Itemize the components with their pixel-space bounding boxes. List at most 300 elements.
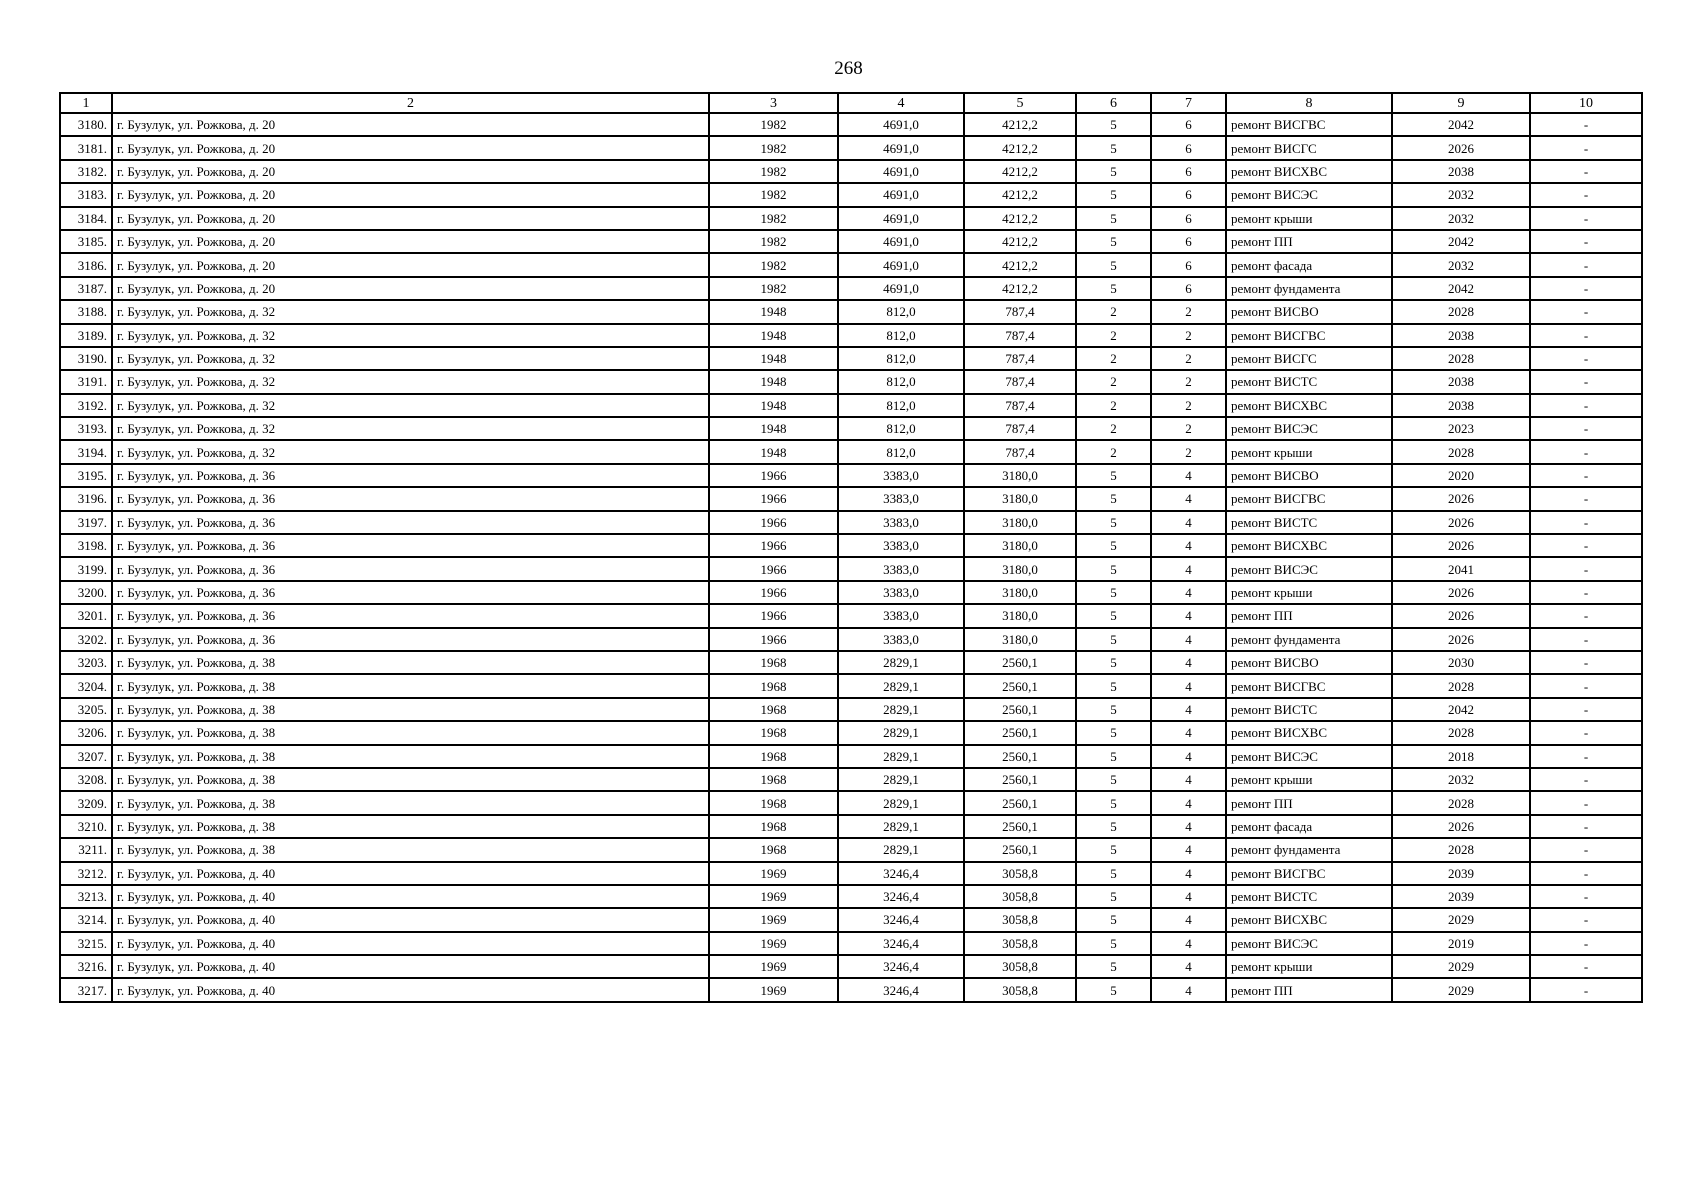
address-cell: г. Бузулук, ул. Рожкова, д. 36 — [112, 534, 709, 557]
planned-year-cell: 2030 — [1392, 651, 1530, 674]
floors-cell: 5 — [1076, 862, 1151, 885]
living-area-cell: 4212,2 — [964, 113, 1076, 136]
living-area-cell: 3180,0 — [964, 534, 1076, 557]
floors-cell: 5 — [1076, 698, 1151, 721]
table-row — [60, 768, 1642, 791]
build-year-cell: 1948 — [709, 417, 838, 440]
entrances-cell: 6 — [1151, 183, 1226, 206]
registry-table — [59, 92, 1643, 1003]
build-year-cell: 1966 — [709, 581, 838, 604]
row-number-cell: 3203. — [60, 651, 112, 674]
entrances-cell: 6 — [1151, 253, 1226, 276]
note-cell: - — [1530, 862, 1642, 885]
entrances-cell: 4 — [1151, 651, 1226, 674]
entrances-cell: 4 — [1151, 698, 1226, 721]
work-type-cell: ремонт ВИСГВС — [1226, 862, 1392, 885]
build-year-cell: 1968 — [709, 815, 838, 838]
floors-cell: 5 — [1076, 581, 1151, 604]
build-year-cell: 1982 — [709, 207, 838, 230]
living-area-cell: 3180,0 — [964, 581, 1076, 604]
address-cell: г. Бузулук, ул. Рожкова, д. 36 — [112, 511, 709, 534]
living-area-cell: 3058,8 — [964, 978, 1076, 1001]
living-area-cell: 4212,2 — [964, 277, 1076, 300]
build-year-cell: 1966 — [709, 464, 838, 487]
planned-year-cell: 2029 — [1392, 978, 1530, 1001]
table-row — [60, 604, 1642, 627]
floors-cell: 5 — [1076, 230, 1151, 253]
entrances-cell: 2 — [1151, 300, 1226, 323]
total-area-cell: 3246,4 — [838, 978, 964, 1001]
row-number-cell: 3214. — [60, 908, 112, 931]
address-cell: г. Бузулук, ул. Рожкова, д. 20 — [112, 136, 709, 159]
note-cell: - — [1530, 160, 1642, 183]
note-cell: - — [1530, 136, 1642, 159]
row-number-cell: 3198. — [60, 534, 112, 557]
note-cell: - — [1530, 300, 1642, 323]
planned-year-cell: 2032 — [1392, 183, 1530, 206]
build-year-cell: 1966 — [709, 511, 838, 534]
floors-cell: 5 — [1076, 815, 1151, 838]
row-number-cell: 3206. — [60, 721, 112, 744]
total-area-cell: 3383,0 — [838, 511, 964, 534]
floors-cell: 5 — [1076, 955, 1151, 978]
note-cell: - — [1530, 581, 1642, 604]
living-area-cell: 3058,8 — [964, 908, 1076, 931]
planned-year-cell: 2026 — [1392, 581, 1530, 604]
work-type-cell: ремонт ВИСГВС — [1226, 487, 1392, 510]
table-row — [60, 557, 1642, 580]
living-area-cell: 3180,0 — [964, 487, 1076, 510]
row-number-cell: 3191. — [60, 370, 112, 393]
build-year-cell: 1968 — [709, 698, 838, 721]
entrances-cell: 4 — [1151, 862, 1226, 885]
address-cell: г. Бузулук, ул. Рожкова, д. 38 — [112, 838, 709, 861]
table-row — [60, 932, 1642, 955]
entrances-cell: 6 — [1151, 207, 1226, 230]
planned-year-cell: 2032 — [1392, 253, 1530, 276]
note-cell: - — [1530, 464, 1642, 487]
entrances-cell: 4 — [1151, 932, 1226, 955]
row-number-cell: 3199. — [60, 557, 112, 580]
table-row — [60, 253, 1642, 276]
note-cell: - — [1530, 698, 1642, 721]
table-row — [60, 534, 1642, 557]
planned-year-cell: 2026 — [1392, 136, 1530, 159]
work-type-cell: ремонт ВИСГВС — [1226, 674, 1392, 697]
build-year-cell: 1969 — [709, 908, 838, 931]
address-cell: г. Бузулук, ул. Рожкова, д. 20 — [112, 277, 709, 300]
living-area-cell: 787,4 — [964, 347, 1076, 370]
floors-cell: 2 — [1076, 417, 1151, 440]
planned-year-cell: 2018 — [1392, 745, 1530, 768]
row-number-cell: 3193. — [60, 417, 112, 440]
work-type-cell: ремонт ПП — [1226, 978, 1392, 1001]
entrances-cell: 4 — [1151, 908, 1226, 931]
floors-cell: 5 — [1076, 721, 1151, 744]
entrances-cell: 4 — [1151, 768, 1226, 791]
row-number-cell: 3183. — [60, 183, 112, 206]
living-area-cell: 3180,0 — [964, 464, 1076, 487]
entrances-cell: 2 — [1151, 417, 1226, 440]
work-type-cell: ремонт ВИСТС — [1226, 698, 1392, 721]
row-number-cell: 3212. — [60, 862, 112, 885]
total-area-cell: 2829,1 — [838, 791, 964, 814]
entrances-cell: 6 — [1151, 113, 1226, 136]
note-cell: - — [1530, 978, 1642, 1001]
row-number-cell: 3189. — [60, 324, 112, 347]
note-cell: - — [1530, 955, 1642, 978]
entrances-cell: 6 — [1151, 277, 1226, 300]
living-area-cell: 3058,8 — [964, 885, 1076, 908]
work-type-cell: ремонт фасада — [1226, 815, 1392, 838]
row-number-cell: 3208. — [60, 768, 112, 791]
work-type-cell: ремонт крыши — [1226, 440, 1392, 463]
total-area-cell: 4691,0 — [838, 160, 964, 183]
build-year-cell: 1982 — [709, 136, 838, 159]
row-number-cell: 3185. — [60, 230, 112, 253]
entrances-cell: 4 — [1151, 791, 1226, 814]
work-type-cell: ремонт ВИСЭС — [1226, 557, 1392, 580]
row-number-cell: 3180. — [60, 113, 112, 136]
total-area-cell: 3246,4 — [838, 885, 964, 908]
work-type-cell: ремонт ВИСЭС — [1226, 417, 1392, 440]
planned-year-cell: 2041 — [1392, 557, 1530, 580]
address-cell: г. Бузулук, ул. Рожкова, д. 32 — [112, 300, 709, 323]
note-cell: - — [1530, 370, 1642, 393]
address-cell: г. Бузулук, ул. Рожкова, д. 36 — [112, 487, 709, 510]
total-area-cell: 2829,1 — [838, 745, 964, 768]
build-year-cell: 1966 — [709, 534, 838, 557]
work-type-cell: ремонт ПП — [1226, 230, 1392, 253]
note-cell: - — [1530, 604, 1642, 627]
living-area-cell: 3058,8 — [964, 955, 1076, 978]
table-row — [60, 207, 1642, 230]
table-row — [60, 651, 1642, 674]
note-cell: - — [1530, 207, 1642, 230]
floors-cell: 2 — [1076, 394, 1151, 417]
build-year-cell: 1982 — [709, 253, 838, 276]
floors-cell: 5 — [1076, 745, 1151, 768]
note-cell: - — [1530, 791, 1642, 814]
address-cell: г. Бузулук, ул. Рожкова, д. 38 — [112, 651, 709, 674]
total-area-cell: 4691,0 — [838, 136, 964, 159]
total-area-cell: 2829,1 — [838, 698, 964, 721]
address-cell: г. Бузулук, ул. Рожкова, д. 38 — [112, 791, 709, 814]
table-row — [60, 581, 1642, 604]
row-number-cell: 3207. — [60, 745, 112, 768]
build-year-cell: 1966 — [709, 604, 838, 627]
floors-cell: 5 — [1076, 885, 1151, 908]
entrances-cell: 4 — [1151, 885, 1226, 908]
column-header-5: 5 — [964, 93, 1076, 113]
work-type-cell: ремонт ВИСВО — [1226, 300, 1392, 323]
table-row — [60, 721, 1642, 744]
build-year-cell: 1969 — [709, 885, 838, 908]
column-header-4: 4 — [838, 93, 964, 113]
living-area-cell: 3180,0 — [964, 628, 1076, 651]
total-area-cell: 2829,1 — [838, 768, 964, 791]
table-row — [60, 978, 1642, 1001]
row-number-cell: 3190. — [60, 347, 112, 370]
planned-year-cell: 2028 — [1392, 674, 1530, 697]
address-cell: г. Бузулук, ул. Рожкова, д. 32 — [112, 347, 709, 370]
living-area-cell: 2560,1 — [964, 674, 1076, 697]
floors-cell: 5 — [1076, 207, 1151, 230]
living-area-cell: 4212,2 — [964, 253, 1076, 276]
build-year-cell: 1966 — [709, 557, 838, 580]
address-cell: г. Бузулук, ул. Рожкова, д. 32 — [112, 324, 709, 347]
work-type-cell: ремонт крыши — [1226, 955, 1392, 978]
living-area-cell: 4212,2 — [964, 136, 1076, 159]
table-body — [60, 113, 1642, 1002]
entrances-cell: 6 — [1151, 160, 1226, 183]
table-row — [60, 698, 1642, 721]
address-cell: г. Бузулук, ул. Рожкова, д. 36 — [112, 604, 709, 627]
build-year-cell: 1948 — [709, 370, 838, 393]
work-type-cell: ремонт ВИСЭС — [1226, 183, 1392, 206]
address-cell: г. Бузулук, ул. Рожкова, д. 40 — [112, 932, 709, 955]
row-number-cell: 3211. — [60, 838, 112, 861]
address-cell: г. Бузулук, ул. Рожкова, д. 32 — [112, 417, 709, 440]
planned-year-cell: 2026 — [1392, 487, 1530, 510]
entrances-cell: 4 — [1151, 674, 1226, 697]
row-number-cell: 3213. — [60, 885, 112, 908]
table-row — [60, 838, 1642, 861]
work-type-cell: ремонт фундамента — [1226, 277, 1392, 300]
entrances-cell: 4 — [1151, 487, 1226, 510]
build-year-cell: 1948 — [709, 440, 838, 463]
entrances-cell: 2 — [1151, 394, 1226, 417]
total-area-cell: 812,0 — [838, 324, 964, 347]
work-type-cell: ремонт ВИСГВС — [1226, 324, 1392, 347]
build-year-cell: 1968 — [709, 674, 838, 697]
note-cell: - — [1530, 721, 1642, 744]
table-row — [60, 791, 1642, 814]
living-area-cell: 787,4 — [964, 394, 1076, 417]
table-row — [60, 955, 1642, 978]
note-cell: - — [1530, 885, 1642, 908]
row-number-cell: 3181. — [60, 136, 112, 159]
planned-year-cell: 2029 — [1392, 908, 1530, 931]
build-year-cell: 1982 — [709, 277, 838, 300]
floors-cell: 5 — [1076, 791, 1151, 814]
note-cell: - — [1530, 230, 1642, 253]
address-cell: г. Бузулук, ул. Рожкова, д. 36 — [112, 581, 709, 604]
total-area-cell: 3246,4 — [838, 932, 964, 955]
table-row — [60, 394, 1642, 417]
row-number-cell: 3188. — [60, 300, 112, 323]
floors-cell: 2 — [1076, 324, 1151, 347]
entrances-cell: 2 — [1151, 370, 1226, 393]
address-cell: г. Бузулук, ул. Рожкова, д. 36 — [112, 628, 709, 651]
note-cell: - — [1530, 113, 1642, 136]
row-number-cell: 3197. — [60, 511, 112, 534]
floors-cell: 5 — [1076, 651, 1151, 674]
floors-cell: 5 — [1076, 557, 1151, 580]
floors-cell: 5 — [1076, 511, 1151, 534]
entrances-cell: 6 — [1151, 136, 1226, 159]
note-cell: - — [1530, 838, 1642, 861]
row-number-cell: 3196. — [60, 487, 112, 510]
table-row — [60, 862, 1642, 885]
total-area-cell: 3383,0 — [838, 464, 964, 487]
floors-cell: 5 — [1076, 838, 1151, 861]
build-year-cell: 1968 — [709, 745, 838, 768]
build-year-cell: 1969 — [709, 955, 838, 978]
build-year-cell: 1968 — [709, 651, 838, 674]
work-type-cell: ремонт фундамента — [1226, 628, 1392, 651]
work-type-cell: ремонт ВИСХВС — [1226, 160, 1392, 183]
note-cell: - — [1530, 277, 1642, 300]
entrances-cell: 4 — [1151, 511, 1226, 534]
entrances-cell: 4 — [1151, 978, 1226, 1001]
work-type-cell: ремонт фундамента — [1226, 838, 1392, 861]
floors-cell: 5 — [1076, 978, 1151, 1001]
address-cell: г. Бузулук, ул. Рожкова, д. 20 — [112, 230, 709, 253]
living-area-cell: 2560,1 — [964, 745, 1076, 768]
floors-cell: 5 — [1076, 487, 1151, 510]
living-area-cell: 2560,1 — [964, 698, 1076, 721]
total-area-cell: 812,0 — [838, 394, 964, 417]
note-cell: - — [1530, 417, 1642, 440]
note-cell: - — [1530, 557, 1642, 580]
note-cell: - — [1530, 628, 1642, 651]
planned-year-cell: 2026 — [1392, 815, 1530, 838]
note-cell: - — [1530, 651, 1642, 674]
planned-year-cell: 2042 — [1392, 277, 1530, 300]
column-header-10: 10 — [1530, 93, 1642, 113]
living-area-cell: 3058,8 — [964, 932, 1076, 955]
table-row — [60, 745, 1642, 768]
row-number-cell: 3216. — [60, 955, 112, 978]
total-area-cell: 3383,0 — [838, 604, 964, 627]
floors-cell: 5 — [1076, 183, 1151, 206]
note-cell: - — [1530, 253, 1642, 276]
work-type-cell: ремонт крыши — [1226, 207, 1392, 230]
address-cell: г. Бузулук, ул. Рожкова, д. 40 — [112, 862, 709, 885]
work-type-cell: ремонт ВИСТС — [1226, 370, 1392, 393]
total-area-cell: 4691,0 — [838, 113, 964, 136]
work-type-cell: ремонт ПП — [1226, 604, 1392, 627]
table-row — [60, 370, 1642, 393]
table-row — [60, 908, 1642, 931]
planned-year-cell: 2038 — [1392, 160, 1530, 183]
living-area-cell: 787,4 — [964, 440, 1076, 463]
row-number-cell: 3195. — [60, 464, 112, 487]
note-cell: - — [1530, 768, 1642, 791]
entrances-cell: 4 — [1151, 557, 1226, 580]
planned-year-cell: 2038 — [1392, 370, 1530, 393]
total-area-cell: 4691,0 — [838, 183, 964, 206]
total-area-cell: 3246,4 — [838, 862, 964, 885]
floors-cell: 2 — [1076, 347, 1151, 370]
work-type-cell: ремонт крыши — [1226, 768, 1392, 791]
work-type-cell: ремонт ПП — [1226, 791, 1392, 814]
total-area-cell: 4691,0 — [838, 230, 964, 253]
address-cell: г. Бузулук, ул. Рожкова, д. 40 — [112, 908, 709, 931]
work-type-cell: ремонт ВИСХВС — [1226, 908, 1392, 931]
living-area-cell: 2560,1 — [964, 721, 1076, 744]
work-type-cell: ремонт ВИСВО — [1226, 464, 1392, 487]
entrances-cell: 4 — [1151, 534, 1226, 557]
build-year-cell: 1969 — [709, 932, 838, 955]
table-row — [60, 417, 1642, 440]
floors-cell: 5 — [1076, 604, 1151, 627]
planned-year-cell: 2042 — [1392, 113, 1530, 136]
address-cell: г. Бузулук, ул. Рожкова, д. 32 — [112, 394, 709, 417]
floors-cell: 5 — [1076, 277, 1151, 300]
address-cell: г. Бузулук, ул. Рожкова, д. 20 — [112, 253, 709, 276]
table-row — [60, 440, 1642, 463]
address-cell: г. Бузулук, ул. Рожкова, д. 38 — [112, 674, 709, 697]
address-cell: г. Бузулук, ул. Рожкова, д. 40 — [112, 885, 709, 908]
row-number-cell: 3205. — [60, 698, 112, 721]
total-area-cell: 2829,1 — [838, 721, 964, 744]
living-area-cell: 4212,2 — [964, 183, 1076, 206]
row-number-cell: 3194. — [60, 440, 112, 463]
total-area-cell: 3246,4 — [838, 955, 964, 978]
address-cell: г. Бузулук, ул. Рожкова, д. 20 — [112, 183, 709, 206]
planned-year-cell: 2028 — [1392, 347, 1530, 370]
address-cell: г. Бузулук, ул. Рожкова, д. 38 — [112, 698, 709, 721]
build-year-cell: 1966 — [709, 487, 838, 510]
entrances-cell: 4 — [1151, 745, 1226, 768]
planned-year-cell: 2039 — [1392, 862, 1530, 885]
floors-cell: 5 — [1076, 160, 1151, 183]
build-year-cell: 1982 — [709, 113, 838, 136]
note-cell: - — [1530, 815, 1642, 838]
row-number-cell: 3187. — [60, 277, 112, 300]
note-cell: - — [1530, 440, 1642, 463]
row-number-cell: 3182. — [60, 160, 112, 183]
note-cell: - — [1530, 511, 1642, 534]
planned-year-cell: 2020 — [1392, 464, 1530, 487]
total-area-cell: 812,0 — [838, 300, 964, 323]
total-area-cell: 3383,0 — [838, 628, 964, 651]
living-area-cell: 3058,8 — [964, 862, 1076, 885]
entrances-cell: 4 — [1151, 815, 1226, 838]
total-area-cell: 812,0 — [838, 347, 964, 370]
row-number-cell: 3215. — [60, 932, 112, 955]
floors-cell: 5 — [1076, 464, 1151, 487]
row-number-cell: 3201. — [60, 604, 112, 627]
address-cell: г. Бузулук, ул. Рожкова, д. 20 — [112, 160, 709, 183]
floors-cell: 2 — [1076, 440, 1151, 463]
table-row — [60, 511, 1642, 534]
floors-cell: 5 — [1076, 534, 1151, 557]
table-row — [60, 324, 1642, 347]
work-type-cell: ремонт ВИСГС — [1226, 136, 1392, 159]
build-year-cell: 1982 — [709, 230, 838, 253]
floors-cell: 5 — [1076, 628, 1151, 651]
work-type-cell: ремонт ВИСВО — [1226, 651, 1392, 674]
planned-year-cell: 2038 — [1392, 394, 1530, 417]
build-year-cell: 1948 — [709, 324, 838, 347]
build-year-cell: 1968 — [709, 768, 838, 791]
total-area-cell: 3383,0 — [838, 557, 964, 580]
note-cell: - — [1530, 487, 1642, 510]
planned-year-cell: 2026 — [1392, 534, 1530, 557]
total-area-cell: 812,0 — [838, 417, 964, 440]
address-cell: г. Бузулук, ул. Рожкова, д. 36 — [112, 464, 709, 487]
planned-year-cell: 2042 — [1392, 230, 1530, 253]
address-cell: г. Бузулук, ул. Рожкова, д. 36 — [112, 557, 709, 580]
living-area-cell: 787,4 — [964, 417, 1076, 440]
total-area-cell: 2829,1 — [838, 815, 964, 838]
living-area-cell: 3180,0 — [964, 604, 1076, 627]
entrances-cell: 2 — [1151, 347, 1226, 370]
build-year-cell: 1969 — [709, 862, 838, 885]
